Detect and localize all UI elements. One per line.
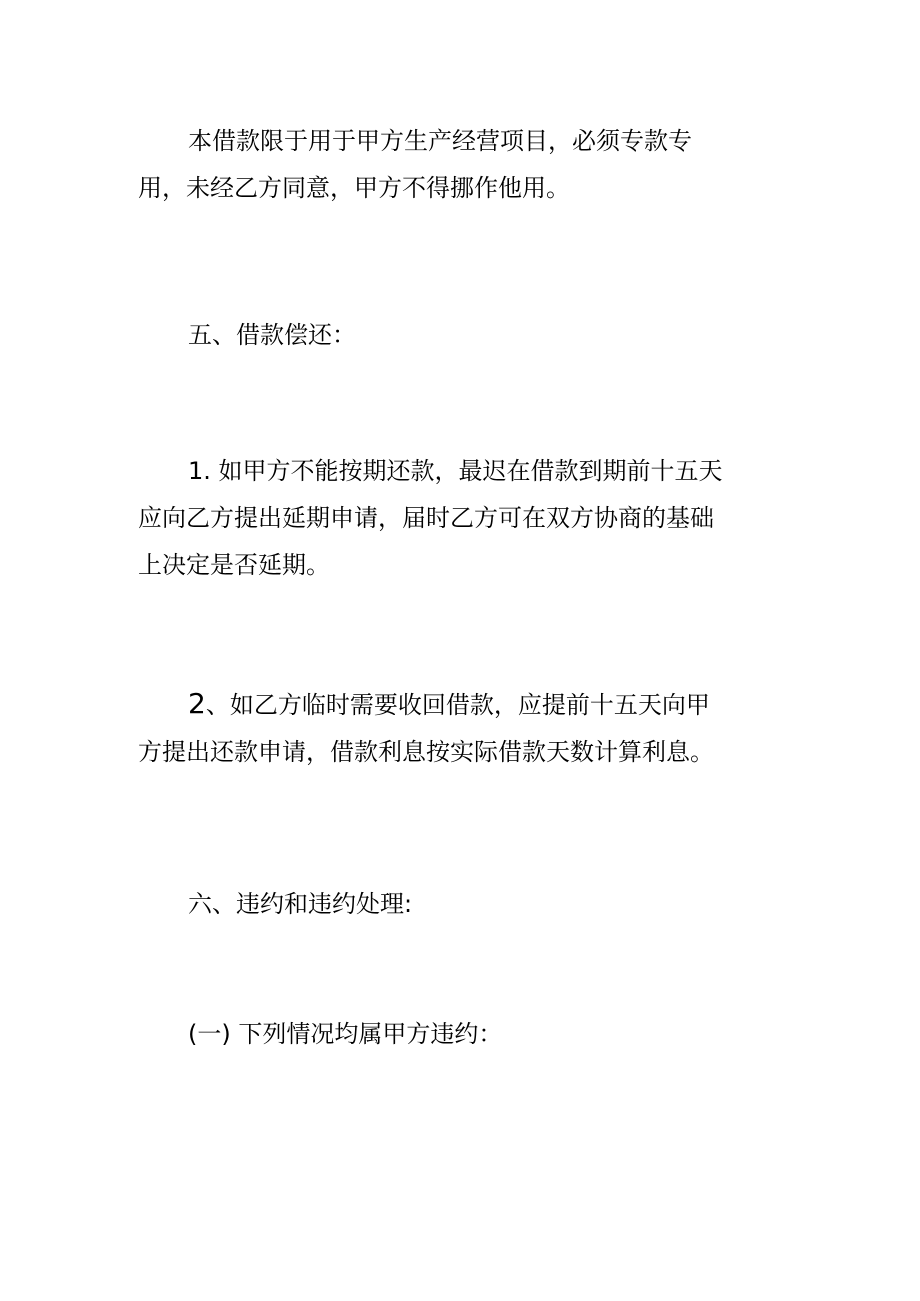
text-line: 五、借款偿还： [188,321,356,349]
list-number: 2 [188,687,206,720]
text-line: (一) 下列情况均属甲方违约： [188,1020,503,1048]
subsection-heading-party-a-breach [138,1011,778,1058]
text-line: 六、违约和违约处理: [188,890,413,918]
text-line [138,680,778,729]
text-line: 1. 如甲方不能按期还款，最迟在借款到期前十五天 [188,457,723,485]
text-line: 上决定是否延期。 [138,551,330,579]
text-line: 方提出还款申请，借款利息按实际借款天数计算利息。 [138,738,714,766]
section-heading-breach [138,881,778,928]
text-line: 本借款限于用于甲方生产经营项目，必须专款专 [188,127,692,155]
text-line: 应向乙方提出延期申请，届时乙方可在双方协商的基础 [138,504,714,532]
section-heading-repayment [138,312,778,359]
paragraph-early-recall [138,680,778,776]
text-line: 用，未经乙方同意，甲方不得挪作他用。 [138,174,570,202]
text-segment: 、如乙方临时需要收回借款，应提前十五天向甲 [205,691,710,719]
paragraph-loan-usage [138,118,778,212]
paragraph-extension-request [138,448,778,589]
